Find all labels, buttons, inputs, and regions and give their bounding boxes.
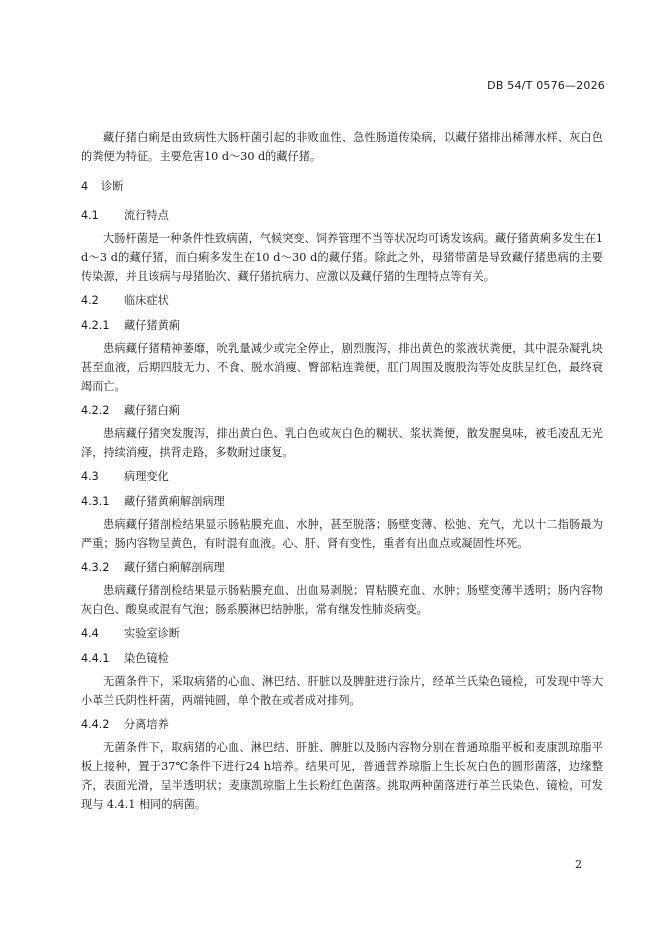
section-number: 4.3.1 <box>81 495 110 508</box>
section-title: 染色镜检 <box>124 652 169 665</box>
section-4-3-1-text: 患病藏仔猪剖检结果显示肠粘膜充血、水肿，甚至脱落；肠壁变薄、松弛、充气，尤以十二指肠最为严重；肠内容物呈黄色，有时混有血液。心、肝、肾有变性，重者有出血点或凝固性坏死。 <box>81 518 603 550</box>
section-4-3-2-heading <box>81 559 603 575</box>
section-4-4-2-heading <box>81 716 603 732</box>
section-4-2-1-heading <box>81 317 603 333</box>
section-4-2-2-heading <box>81 402 603 418</box>
section-title: 藏仔猪黄痢 <box>124 319 180 332</box>
section-title: 藏仔猪白痢 <box>124 404 180 417</box>
section-number: 4.3.2 <box>81 561 110 574</box>
section-4-3-1-heading <box>81 493 603 509</box>
section-number: 4.4.1 <box>81 652 110 665</box>
section-4-1-heading <box>81 207 603 223</box>
section-4-heading <box>81 178 603 194</box>
section-number: 4.3 <box>81 470 99 483</box>
intro-paragraph: 藏仔猪白痢是由致病性大肠杆菌引起的非败血性、急性肠道传染病，以藏仔猪排出稀薄水样、灰白色的粪便为特征。主要危害10 d～30 d的藏仔猪。 <box>81 131 603 163</box>
section-title: 藏仔猪白痢解剖病理 <box>124 561 225 574</box>
section-number: 4.4.2 <box>81 718 110 731</box>
section-4-4-2-text: 无菌条件下，取病猪的心血、淋巴结、肝脏、脾脏以及肠内容物分别在普通琼脂平板和麦康凯琼脂平板上接种，置于37℃条件下进行24 h培养。结果可见，普通营养琼脂上生长灰白色的圆形菌落，边缘整齐，表面光滑，呈半透明状；麦康凯琼脂上生长粉红色菌落。挑取两种菌落进行革兰氏染色、镜检，可发现与 4.4.1 相同的病菌。 <box>81 741 603 811</box>
section-4-2-heading <box>81 292 603 308</box>
section-4-3-heading <box>81 468 603 484</box>
section-4-4-1-text: 无菌条件下，采取病猪的心血、淋巴结、肝脏以及脾脏进行涂片，经革兰氏染色镜检，可发现中等大小革兰氏阴性杆菌，两端钝圆，单个散在或者成对排列。 <box>81 675 603 707</box>
section-title: 临床症状 <box>124 294 169 307</box>
document-body <box>81 128 603 814</box>
section-4-4-1-heading <box>81 650 603 666</box>
section-title: 实验室诊断 <box>124 627 180 640</box>
standard-number: DB 54/T 0576—2026 <box>487 79 605 92</box>
section-title: 诊断 <box>101 180 124 193</box>
section-number: 4.4 <box>81 627 99 640</box>
section-4-2-1-text: 患病藏仔猪精神萎靡，吮乳量减少或完全停止，剧烈腹泻，排出黄色的浆液状粪便，其中混杂凝乳块甚至血液，后期四肢无力、不食、脱水消瘦、臀部粘连粪便，肛门周围及腹股沟等处皮肤呈红色，最终衰竭而亡。 <box>81 342 603 393</box>
section-number: 4.2.2 <box>81 404 110 417</box>
section-title: 藏仔猪黄痢解剖病理 <box>124 495 225 508</box>
section-number: 4.1 <box>81 209 99 222</box>
section-4-4-heading <box>81 625 603 641</box>
section-title: 分离培养 <box>124 718 169 731</box>
section-title: 病理变化 <box>124 470 169 483</box>
section-number: 4.2.1 <box>81 319 110 332</box>
section-number: 4 <box>81 180 89 193</box>
section-title: 流行特点 <box>124 209 169 222</box>
section-4-1-text: 大肠杆菌是一种条件性致病菌，气候突变、饲养管理不当等状况均可诱发该病。藏仔猪黄痢多发生在1 d～3 d的藏仔猪，而白痢多发生在10 d～30 d的藏仔猪。除此之外，母猪带菌是导致藏仔猪患病的主要传染源，并且该病与母猪胎次、藏仔猪抗病力、应激以及藏仔猪的生理特点等有关。 <box>81 232 603 283</box>
section-number: 4.2 <box>81 294 99 307</box>
page-number: 2 <box>575 858 582 871</box>
section-4-2-2-text: 患病藏仔猪突发腹泻，排出黄白色、乳白色或灰白色的糊状、浆状粪便，散发腥臭味，被毛凌乱无光泽，持续消瘦，拱背走路，多数耐过康复。 <box>81 427 603 459</box>
section-4-3-2-text: 患病藏仔猪剖检结果显示肠粘膜充血、出血易剥脱；胃粘膜充血、水肿；肠壁变薄半透明；肠内容物灰白色、酸臭或混有气泡；肠系膜淋巴结肿胀，常有继发性肺炎病变。 <box>81 584 603 616</box>
